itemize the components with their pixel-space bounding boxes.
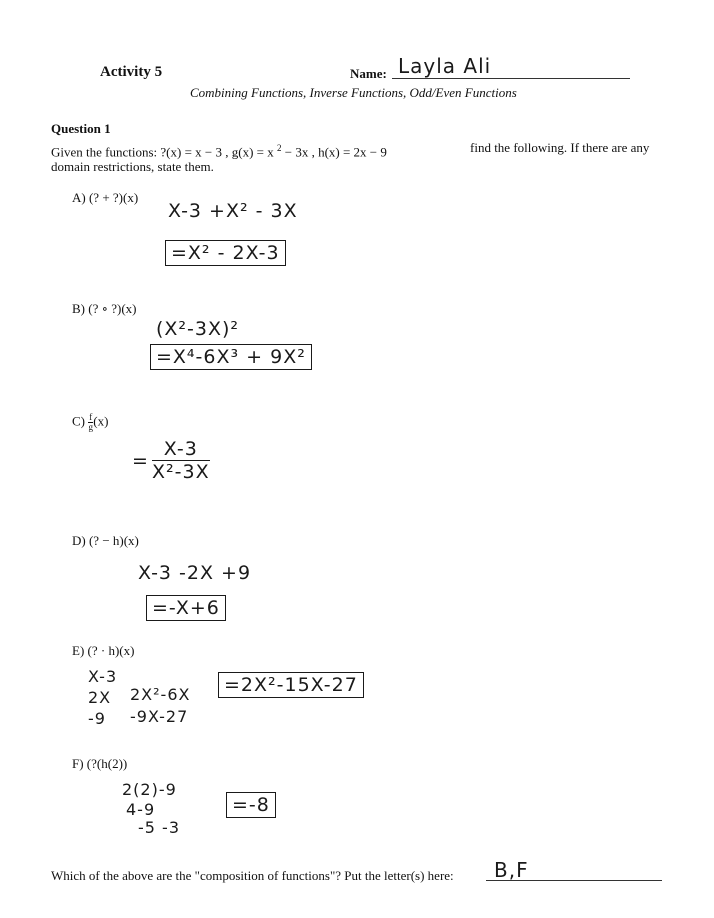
name-label: Name: [350, 66, 387, 81]
part-c-label [72, 413, 108, 432]
footer-answer-field[interactable] [486, 860, 662, 881]
footer-answer: B,F [494, 858, 529, 882]
given-sup: 2 [276, 143, 282, 153]
part-c-den: X²-3X [152, 461, 210, 483]
part-b-work: (X²-3X)² [156, 318, 240, 340]
part-c-suffix: (x) [93, 413, 109, 429]
part-a-work: X-3 +X² - 3X [168, 200, 298, 222]
name-value: Layla Ali [398, 54, 492, 78]
footer-prompt: Which of the above are the "composition of functions"? Put the letter(s) here: [51, 868, 454, 883]
part-e-col2-row2: -9X-27 [130, 707, 189, 726]
part-e-col1-row1: X-3 [88, 667, 118, 686]
part-a-answer: =X² - 2X-3 [165, 240, 286, 266]
part-d-label: D) (? − h)(x) [72, 533, 139, 548]
part-c-frac-num: f [89, 412, 93, 422]
part-e-col1-row2: 2X [88, 688, 112, 707]
part-e-col2-row1: 2X²-6X [130, 685, 191, 704]
part-f-label: F) (?(h(2)) [72, 756, 128, 771]
part-e-label: E) (? · h)(x) [72, 643, 135, 658]
name-field[interactable] [392, 54, 630, 79]
part-f-answer: =-8 [226, 792, 276, 818]
part-f-work-row1: 2(2)-9 [122, 780, 177, 799]
given-start: Given the functions: ?(x) = x − 3 , g(x) = x [51, 144, 277, 160]
part-c-equals: = [132, 450, 149, 472]
part-f-work-row2: 4-9 [126, 800, 156, 819]
part-b-answer: =X⁴-6X³ + 9X² [150, 344, 312, 370]
part-c-fraction-work [152, 438, 210, 483]
activity-title: Activity 5 [100, 64, 163, 80]
subtitle: Combining Functions, Inverse Functions, Odd/Even Functions [190, 85, 517, 100]
given-line2: domain restrictions, state them. [51, 159, 214, 174]
part-d-work: X-3 -2X +9 [138, 562, 252, 584]
part-f-work-row3: -5 -3 [138, 818, 180, 837]
part-a-label: A) (? + ?)(x) [72, 190, 139, 205]
part-e-answer: =2X²-15X-27 [218, 672, 364, 698]
part-e-col1-row3: -9 [88, 709, 106, 728]
part-c-prefix: C) [72, 413, 85, 429]
part-c-frac-den: g [88, 422, 93, 432]
given-mid: − 3x , h(x) = 2x − 9 [281, 144, 387, 160]
part-d-answer: =-X+6 [146, 595, 226, 621]
part-c-num: X-3 [152, 438, 210, 461]
question-title: Question 1 [51, 121, 111, 136]
given-end: find the following. If there are any [470, 140, 650, 155]
part-b-label: B) (? ∘ ?)(x) [72, 301, 137, 316]
